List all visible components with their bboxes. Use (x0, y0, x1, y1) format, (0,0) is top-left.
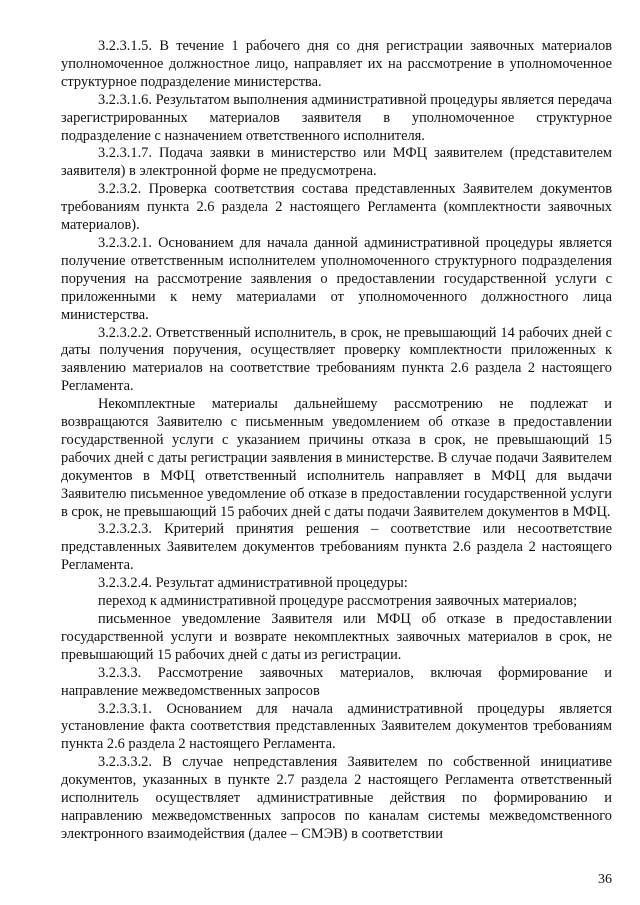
paragraph-result-refusal: письменное уведомление Заявителя или МФЦ об отказе в предоставлении государственной услуги и возврате некомплектных заявочных материалов в срок, не превышающий 15 рабочих дней с даты из регистрации. (61, 611, 612, 663)
paragraph-3-2-3-2: 3.2.3.2. Проверка соответствия состава представленных Заявителем документов требованиям пункта 2.6 раздела 2 настоящего Регламента (комплектности заявочных материалов). (61, 181, 612, 234)
paragraph-3-2-3-3-1: 3.2.3.3.1. Основанием для начала административной процедуры является установление факта соответствия представленных Заявителем документов требованиям пункта 2.6 раздела 2 настоящего Регламента. (61, 700, 612, 753)
document-page (61, 38, 612, 844)
paragraph-3-2-3-1-5: 3.2.3.1.5. В течение 1 рабочего дня со дня регистрации заявочных материалов уполномоченное должностное лицо, направляет их на рассмотрение в уполномоченное структурное подразделение министерства. (61, 38, 612, 90)
paragraph-incomplete-materials: Некомплектные материалы дальнейшему рассмотрению не подлежат и возвращаются Заявителю с письменным уведомлением об отказе в предоставлении государственной услуги с указанием причины отказа в срок, не превышающий 15 рабочих дней с даты регистрации заявления в министерстве. В случае подачи Заявителем документов в МФЦ ответственный исполнитель направляет в МФЦ для выдачи Заявителю письменное уведомление об отказе в предоставлении государственной услуги в срок, не превышающий 15 рабочих дней с даты подачи Заявителем документов в МФЦ. (61, 396, 612, 520)
paragraph-3-2-3-2-3: 3.2.3.2.3. Критерий принятия решения – соответствие или несоответствие представленных Заявителем документов требованиям пункта 2.6 раздела 2 настоящего Регламента. (61, 521, 612, 574)
paragraph-3-2-3-2-2: 3.2.3.2.2. Ответственный исполнитель, в срок, не превышающий 14 рабочих дней с даты получения поручения, осуществляет проверку комплектности приложенных к заявлению материалов на соответствие требованиям пункта 2.6 раздела 2 настоящего Регламента. (61, 324, 612, 395)
paragraph-3-2-3-3: 3.2.3.3. Рассмотрение заявочных материалов, включая формирование и направление межведомственных запросов (61, 664, 612, 699)
paragraph-3-2-3-2-1: 3.2.3.2.1. Основанием для начала данной административной процедуры является получение ответственным исполнителем уполномоченного структурного подразделения поручения на рассмотрение заявления о предоставлении государственной услуги с приложенными к нему материалами от уполномоченного должностного лица министерства. (61, 234, 612, 323)
paragraph-3-2-3-1-7: 3.2.3.1.7. Подача заявки в министерство или МФЦ заявителем (представителем заявителя) в электронной форме не предусмотрена. (61, 145, 612, 180)
paragraph-3-2-3-2-4: 3.2.3.2.4. Результат административной процедуры: (98, 575, 408, 592)
paragraph-3-2-3-3-2: 3.2.3.3.2. В случае непредставления Заявителем по собственной инициативе документов, указанных в пункте 2.7 раздела 2 настоящего Регламента ответственный исполнитель осуществляет административные действия по формированию и направлению межведомственных запросов по каналам системы межведомственного электронного взаимодействия (далее – СМЭВ) в соответствии (61, 754, 612, 842)
page-number: 36 (598, 872, 612, 887)
paragraph-3-2-3-1-6: 3.2.3.1.6. Результатом выполнения административной процедуры является передача зарегистрированных материалов заявителя в уполномоченное структурное подразделение с назначением ответственного исполнителя. (61, 91, 612, 144)
paragraph-result-transition: переход к административной процедуре рассмотрения заявочных материалов; (98, 593, 578, 610)
